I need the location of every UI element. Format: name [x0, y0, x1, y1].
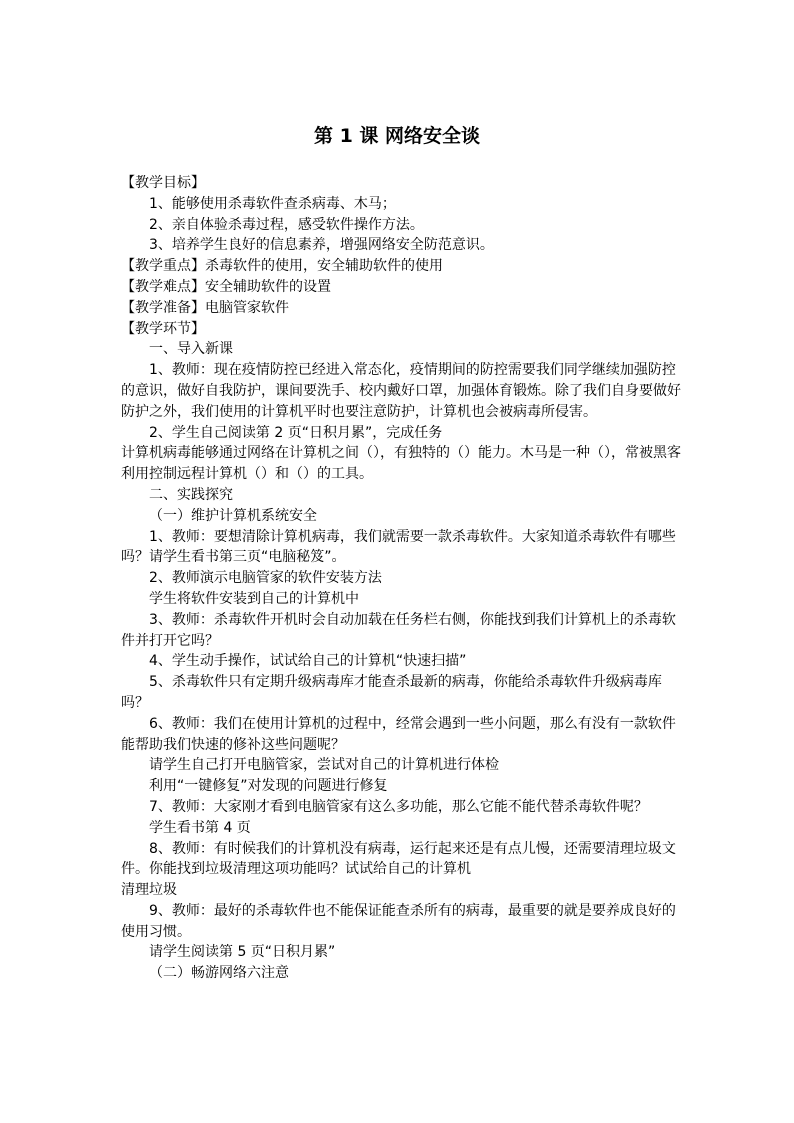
lesson-body — [121, 173, 681, 984]
objective-item: 3、培养学生良好的信息素养，增强网络安全防范意识。 — [149, 237, 494, 254]
paragraph: 利用“一键修复”对发现的问题进行修复 — [149, 778, 388, 795]
paragraph: 6、教师：我们在使用计算机的过程中，经常会遇到一些小问题，那么有没有一款软件能帮助我们快速的修补这些问题呢？ — [121, 715, 676, 753]
objective-item: 2、亲自体验杀毒过程，感受软件操作方法。 — [149, 216, 424, 233]
paragraph: 学生将软件安装到自己的计算机中 — [149, 590, 359, 607]
paragraph: 8、教师：有时候我们的计算机没有病毒，运行起来还是有点儿慢，还需要清理垃圾文件。你能找到垃圾清理这项功能吗？试试给自己的计算机 — [121, 840, 676, 878]
subsection-heading: （一）维护计算机系统安全 — [149, 507, 317, 524]
paragraph: 1、教师：要想清除计算机病毒，我们就需要一款杀毒软件。大家知道杀毒软件有哪些吗？请学生看书第三页“电脑秘笈”。 — [121, 528, 676, 566]
paragraph: 请学生自己打开电脑管家，尝试对自己的计算机进行体检 — [149, 757, 499, 774]
paragraph: 1、教师：现在疫情防控已经进入常态化，疫情期间的防控需要我们同学继续加强防控的意识，做好自我防护，课间要洗手、校内戴好口罩，加强体育锻炼。除了我们自身要做好防护之外，我们使用的计算机平时也要注意防护，计算机也会被病毒所侵害。 — [121, 362, 681, 420]
task-fill-blank: 计算机病毒能够通过网络在计算机之间（），有独特的（）能力。木马是一种（），常被黑客利用控制远程计算机（）和（）的工具。 — [121, 445, 681, 483]
paragraph: 4、学生动手操作，试试给自己的计算机“快速扫描” — [149, 653, 467, 670]
paragraph: 清理垃圾 — [121, 882, 177, 899]
paragraph: 学生看书第 4 页 — [149, 819, 251, 836]
paragraph: 5、杀毒软件只有定期升级病毒库才能查杀最新的病毒，你能给杀毒软件升级病毒库吗？ — [121, 674, 662, 711]
objective-item: 1、能够使用杀毒软件查杀病毒、木马； — [149, 195, 396, 212]
key-points: 【教学重点】杀毒软件的使用，安全辅助软件的使用 — [121, 258, 443, 275]
paragraph: 请学生阅读第 5 页“日积月累” — [149, 944, 336, 961]
subsection-heading: 二、实践探究 — [149, 486, 233, 503]
page-title: 第 1 课 网络安全谈 — [313, 125, 481, 147]
paragraph: 9、教师：最好的杀毒软件也不能保证能查杀所有的病毒，最重要的就是要养成良好的使用习惯。 — [121, 902, 676, 940]
preparation: 【教学准备】电脑管家软件 — [121, 299, 289, 316]
paragraph: 2、学生自己阅读第 2 页“日积月累”，完成任务 — [149, 424, 443, 441]
paragraph: 7、教师：大家刚才看到电脑管家有这么多功能，那么它能不能代替杀毒软件呢？ — [149, 798, 648, 815]
section-heading-objectives: 【教学目标】 — [121, 175, 205, 191]
difficult-points: 【教学难点】安全辅助软件的设置 — [121, 278, 331, 295]
subsection-heading: （二）畅游网络六注意 — [149, 965, 289, 982]
subsection-heading: 一、导入新课 — [149, 341, 233, 358]
paragraph: 3、教师：杀毒软件开机时会自动加载在任务栏右侧，你能找到我们计算机上的杀毒软件并打开它吗？ — [121, 611, 676, 649]
paragraph: 2、教师演示电脑管家的软件安装方法 — [149, 570, 382, 587]
section-heading-process: 【教学环节】 — [121, 320, 205, 337]
